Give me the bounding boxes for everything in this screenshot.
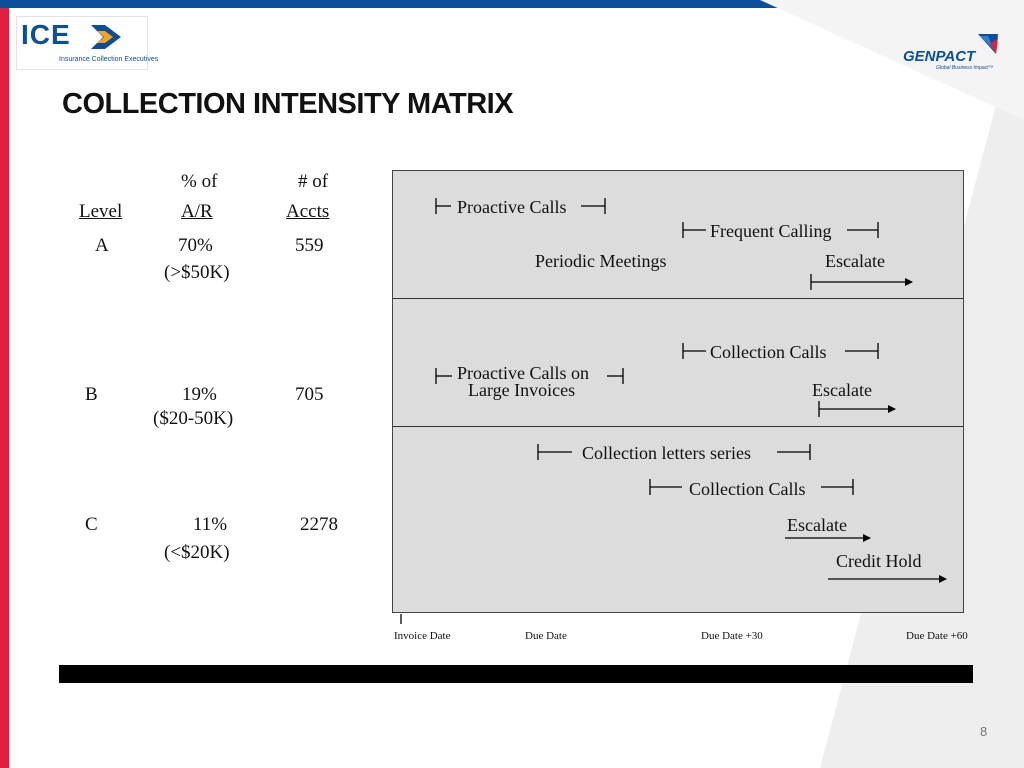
genpact-logo [900, 32, 1010, 74]
band-divider-ab [393, 298, 963, 299]
genpact-mark-icon [976, 32, 1000, 58]
row-a-ar: 70% [178, 235, 213, 256]
label-collection-letters: Collection letters series [582, 443, 751, 463]
row-c-level: C [85, 514, 98, 535]
row-a-range: (>$50K) [164, 262, 230, 283]
ar-header-top: % of [181, 171, 218, 192]
row-b-ar: 19% [182, 384, 217, 405]
label-frequent-calling: Frequent Calling [710, 221, 832, 241]
axis-due-date-30: Due Date +30 [701, 630, 763, 642]
genpact-name: GENPACT [903, 48, 976, 65]
band-divider-bc [393, 426, 963, 427]
ice-logo-word: ICE [21, 19, 71, 50]
accts-header: Accts [286, 201, 330, 222]
label-collection-calls-b: Collection Calls [710, 342, 827, 362]
label-escalate-b: Escalate [812, 380, 872, 400]
row-c-accts: 2278 [300, 514, 338, 535]
footer-bar [59, 665, 973, 683]
label-periodic-meetings: Periodic Meetings [535, 251, 667, 271]
label-credit-hold: Credit Hold [836, 551, 922, 571]
accts-header-top: # of [298, 171, 329, 192]
page-title: COLLECTION INTENSITY MATRIX [62, 88, 514, 120]
axis-due-date: Due Date [525, 630, 567, 642]
row-b-level: B [85, 384, 98, 405]
label-escalate-a: Escalate [825, 251, 885, 271]
ice-logo-tagline: Insurance Collection Executives [59, 56, 159, 63]
row-b-range: ($20-50K) [153, 408, 234, 429]
axis-due-date-60: Due Date +60 [906, 630, 968, 642]
page-number: 8 [980, 724, 988, 739]
row-a-level: A [95, 235, 109, 256]
label-collection-calls-c: Collection Calls [689, 479, 806, 499]
ice-logo [16, 16, 159, 70]
genpact-tagline: Global Business Impact™ [936, 65, 994, 71]
label-proactive-large-1: Proactive Calls on [457, 363, 589, 383]
label-escalate-c: Escalate [787, 515, 847, 535]
ice-arrow-icon [91, 25, 123, 49]
label-proactive-large-2: Large Invoices [468, 380, 576, 400]
row-c-ar: 11% [193, 514, 228, 535]
left-accent-bar [0, 8, 9, 768]
row-c-range: (<$20K) [164, 542, 230, 563]
label-proactive-calls: Proactive Calls [457, 197, 567, 217]
ar-header: A/R [181, 201, 213, 222]
level-header: Level [79, 201, 123, 222]
axis-invoice-date: Invoice Date [394, 630, 451, 642]
row-b-accts: 705 [295, 384, 324, 405]
row-a-accts: 559 [295, 235, 324, 256]
